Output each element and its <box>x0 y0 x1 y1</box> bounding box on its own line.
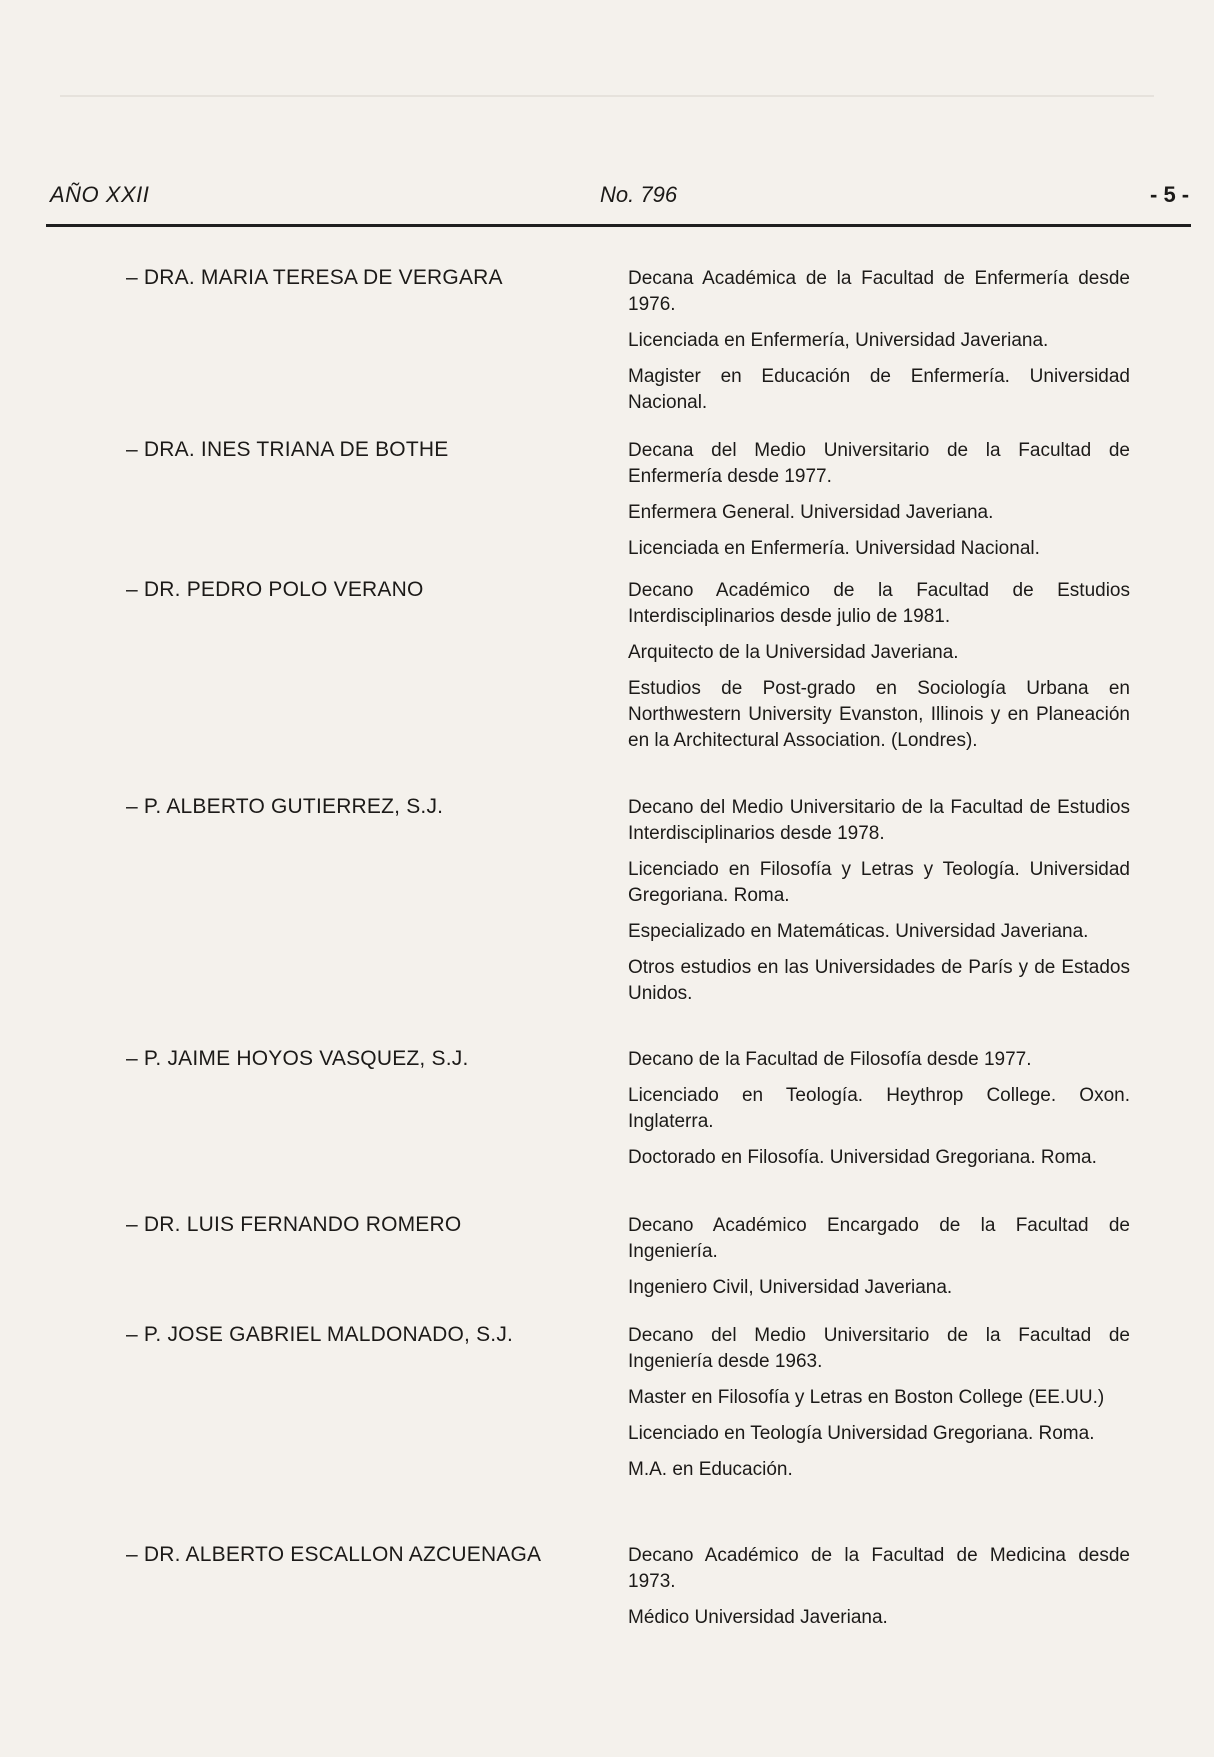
entry-description <box>628 266 1130 426</box>
entry-line: Ingeniero Civil, Universidad Javeriana. <box>628 1277 953 1298</box>
header-year: AÑO XXII <box>50 182 150 207</box>
entry-line: Estudios de Post-grado en Sociología Urbana en Northwestern University Evanston, Illinois y en Planeación en la Architectural Association. (Londres). <box>628 678 1130 751</box>
entry-line: Decana del Medio Universitario de la Facultad de Enfermería desde 1977. <box>628 440 1130 487</box>
entry-name: – P. JAIME HOYOS VASQUEZ, S.J. <box>126 1047 469 1070</box>
entry-line: M.A. en Educación. <box>628 1459 793 1480</box>
entry-line: Licenciado en Teología Universidad Gregoriana. Roma. <box>628 1423 1095 1444</box>
entry-name: – DRA. INES TRIANA DE BOTHE <box>126 438 449 461</box>
entry-description <box>628 1213 1130 1311</box>
entry-description <box>628 795 1130 1017</box>
entry-name: – DRA. MARIA TERESA DE VERGARA <box>126 266 503 289</box>
entry-line: Decano Académico de la Facultad de Medicina desde 1973. <box>628 1545 1130 1592</box>
entry-line: Licenciado en Filosofía y Letras y Teología. Universidad Gregoriana. Roma. <box>628 859 1130 906</box>
entry-name: – DR. PEDRO POLO VERANO <box>126 578 424 601</box>
entry-name: – DR. LUIS FERNANDO ROMERO <box>126 1213 462 1236</box>
entry-line: Master en Filosofía y Letras en Boston College (EE.UU.) <box>628 1387 1105 1408</box>
header-rule <box>46 224 1191 227</box>
header-issue-number: No. 796 <box>600 182 678 207</box>
entry-name: – DR. ALBERTO ESCALLON AZCUENAGA <box>126 1543 542 1566</box>
entry-line: Médico Universidad Javeriana. <box>628 1607 888 1628</box>
entry-description <box>628 578 1130 764</box>
entry-line: Enfermera General. Universidad Javeriana. <box>628 502 994 523</box>
entry-line: Licenciada en Enfermería, Universidad Javeriana. <box>628 330 1049 351</box>
entry-line: Licenciado en Teología. Heythrop College. Oxon. Inglaterra. <box>628 1085 1130 1132</box>
entry-line: Especializado en Matemáticas. Universidad Javeriana. <box>628 921 1089 942</box>
header-page-number: - 5 - <box>1150 182 1190 207</box>
entry-line: Decano de la Facultad de Filosofía desde 1977. <box>628 1049 1032 1070</box>
entry-name: – P. ALBERTO GUTIERREZ, S.J. <box>126 795 444 818</box>
entry-line: Arquitecto de la Universidad Javeriana. <box>628 642 959 663</box>
entry-line: Decano Académico de la Facultad de Estudios Interdisciplinarios desde julio de 1981. <box>628 580 1130 627</box>
entry-description <box>628 1047 1130 1181</box>
entry-description <box>628 438 1130 572</box>
bleed-through-rule <box>60 95 1154 97</box>
entry-line: Decano Académico Encargado de la Facultad de Ingeniería. <box>628 1215 1130 1262</box>
entry-name: – P. JOSE GABRIEL MALDONADO, S.J. <box>126 1323 514 1346</box>
entry-line: Doctorado en Filosofía. Universidad Gregoriana. Roma. <box>628 1147 1097 1168</box>
entry-line: Magister en Educación de Enfermería. Universidad Nacional. <box>628 366 1130 413</box>
entry-line: Decano del Medio Universitario de la Facultad de Estudios Interdisciplinarios desde 1978. <box>628 797 1130 844</box>
entry-description <box>628 1543 1130 1641</box>
entry-line: Licenciada en Enfermería. Universidad Nacional. <box>628 538 1040 559</box>
entry-line: Otros estudios en las Universidades de París y de Estados Unidos. <box>628 957 1130 1004</box>
entry-line: Decano del Medio Universitario de la Facultad de Ingeniería desde 1963. <box>628 1325 1130 1372</box>
entry-line: Decana Académica de la Facultad de Enfermería desde 1976. <box>628 268 1130 315</box>
entry-description <box>628 1323 1130 1493</box>
